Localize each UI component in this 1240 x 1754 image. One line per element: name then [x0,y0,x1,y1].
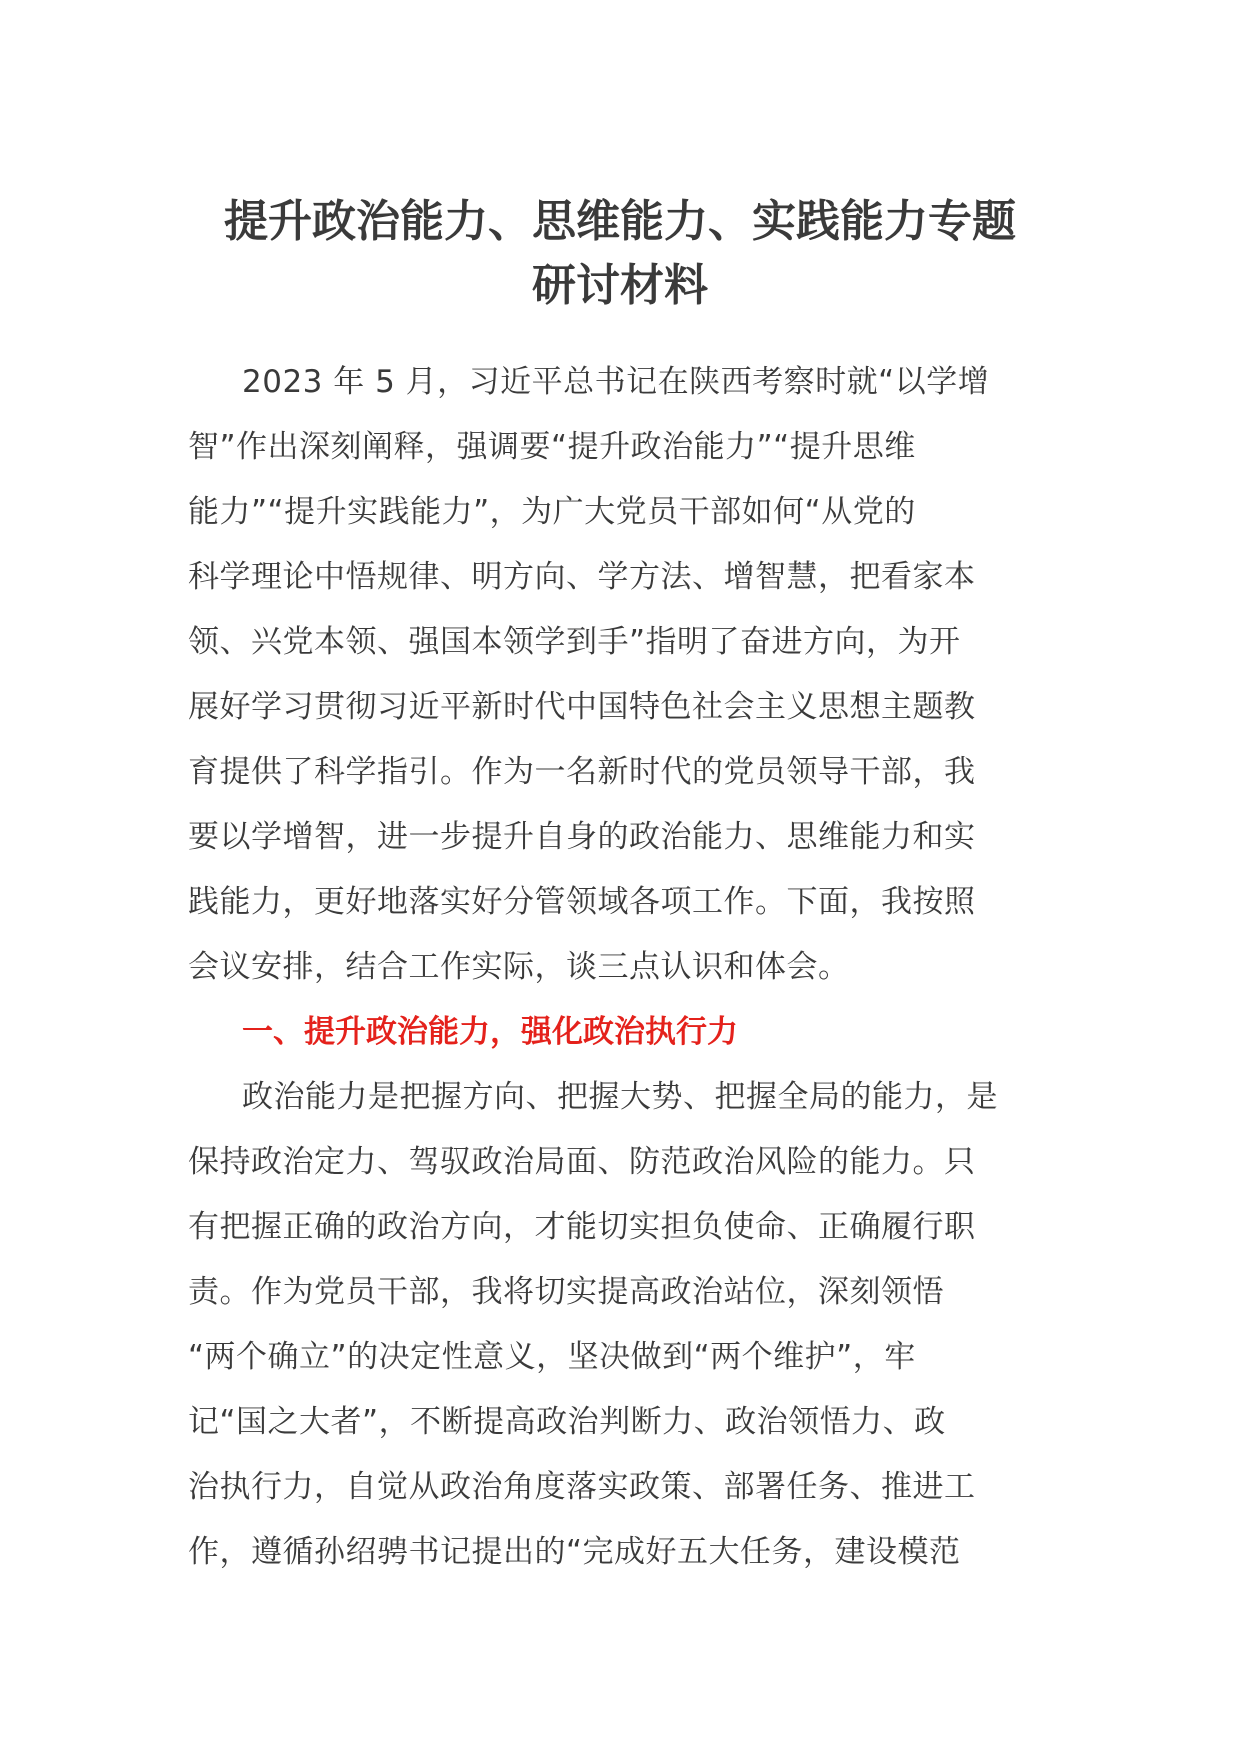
paragraph-line: “两个确立”的决定性意义，坚决做到“两个维护”，牢 [188,1339,916,1375]
paragraph-line: 记“国之大者”，不断提高政治判断力、政治领悟力、政 [188,1404,946,1440]
paragraph-line: 责。作为党员干部，我将切实提高政治站位，深刻领悟 [188,1274,944,1310]
paragraph-line: 作，遵循孙绍骋书记提出的“完成好五大任务，建设模范 [188,1534,961,1570]
paragraph-line: 科学理论中悟规律、明方向、学方法、增智慧，把看家本 [188,559,976,595]
title-line: 研讨材料 [532,260,708,311]
paragraph-line: 政治能力是把握方向、把握大势、把握全局的能力，是 [242,1079,998,1115]
paragraph-line: 治执行力，自觉从政治角度落实政策、部署任务、推进工 [188,1469,976,1505]
paragraph-line: 智”作出深刻阐释，强调要“提升政治能力”“提升思维 [188,429,916,465]
title-line: 提升政治能力、思维能力、实践能力专题 [224,196,1016,247]
intro-paragraph [188,350,1068,1000]
paragraph-line: 育提供了科学指引。作为一名新时代的党员领导干部，我 [188,754,976,790]
paragraph-line: 践能力，更好地落实好分管领域各项工作。下面，我按照 [188,884,976,920]
paragraph-line: 要以学增智，进一步提升自身的政治能力、思维能力和实 [188,819,976,855]
paragraph-line: 会议安排，结合工作实际，谈三点认识和体会。 [188,949,850,985]
document-body [188,350,1068,1585]
section-1-paragraph [188,1065,1068,1585]
document-title [190,190,1050,318]
paragraph-line: 保持政治定力、驾驭政治局面、防范政治风险的能力。只 [188,1144,976,1180]
paragraph-line: 能力”“提升实践能力”，为广大党员干部如何“从党的 [188,494,916,530]
paragraph-line: 有把握正确的政治方向，才能切实担负使命、正确履行职 [188,1209,976,1245]
paragraph-line: 2023 年 5 月，习近平总书记在陕西考察时就“以学增 [242,364,990,400]
paragraph-line: 领、兴党本领、强国本领学到手”指明了奋进方向，为开 [188,624,961,660]
paragraph-line: 展好学习贯彻习近平新时代中国特色社会主义思想主题教 [188,689,976,725]
section-heading-1: 一、提升政治能力，强化政治执行力 [242,1014,738,1050]
